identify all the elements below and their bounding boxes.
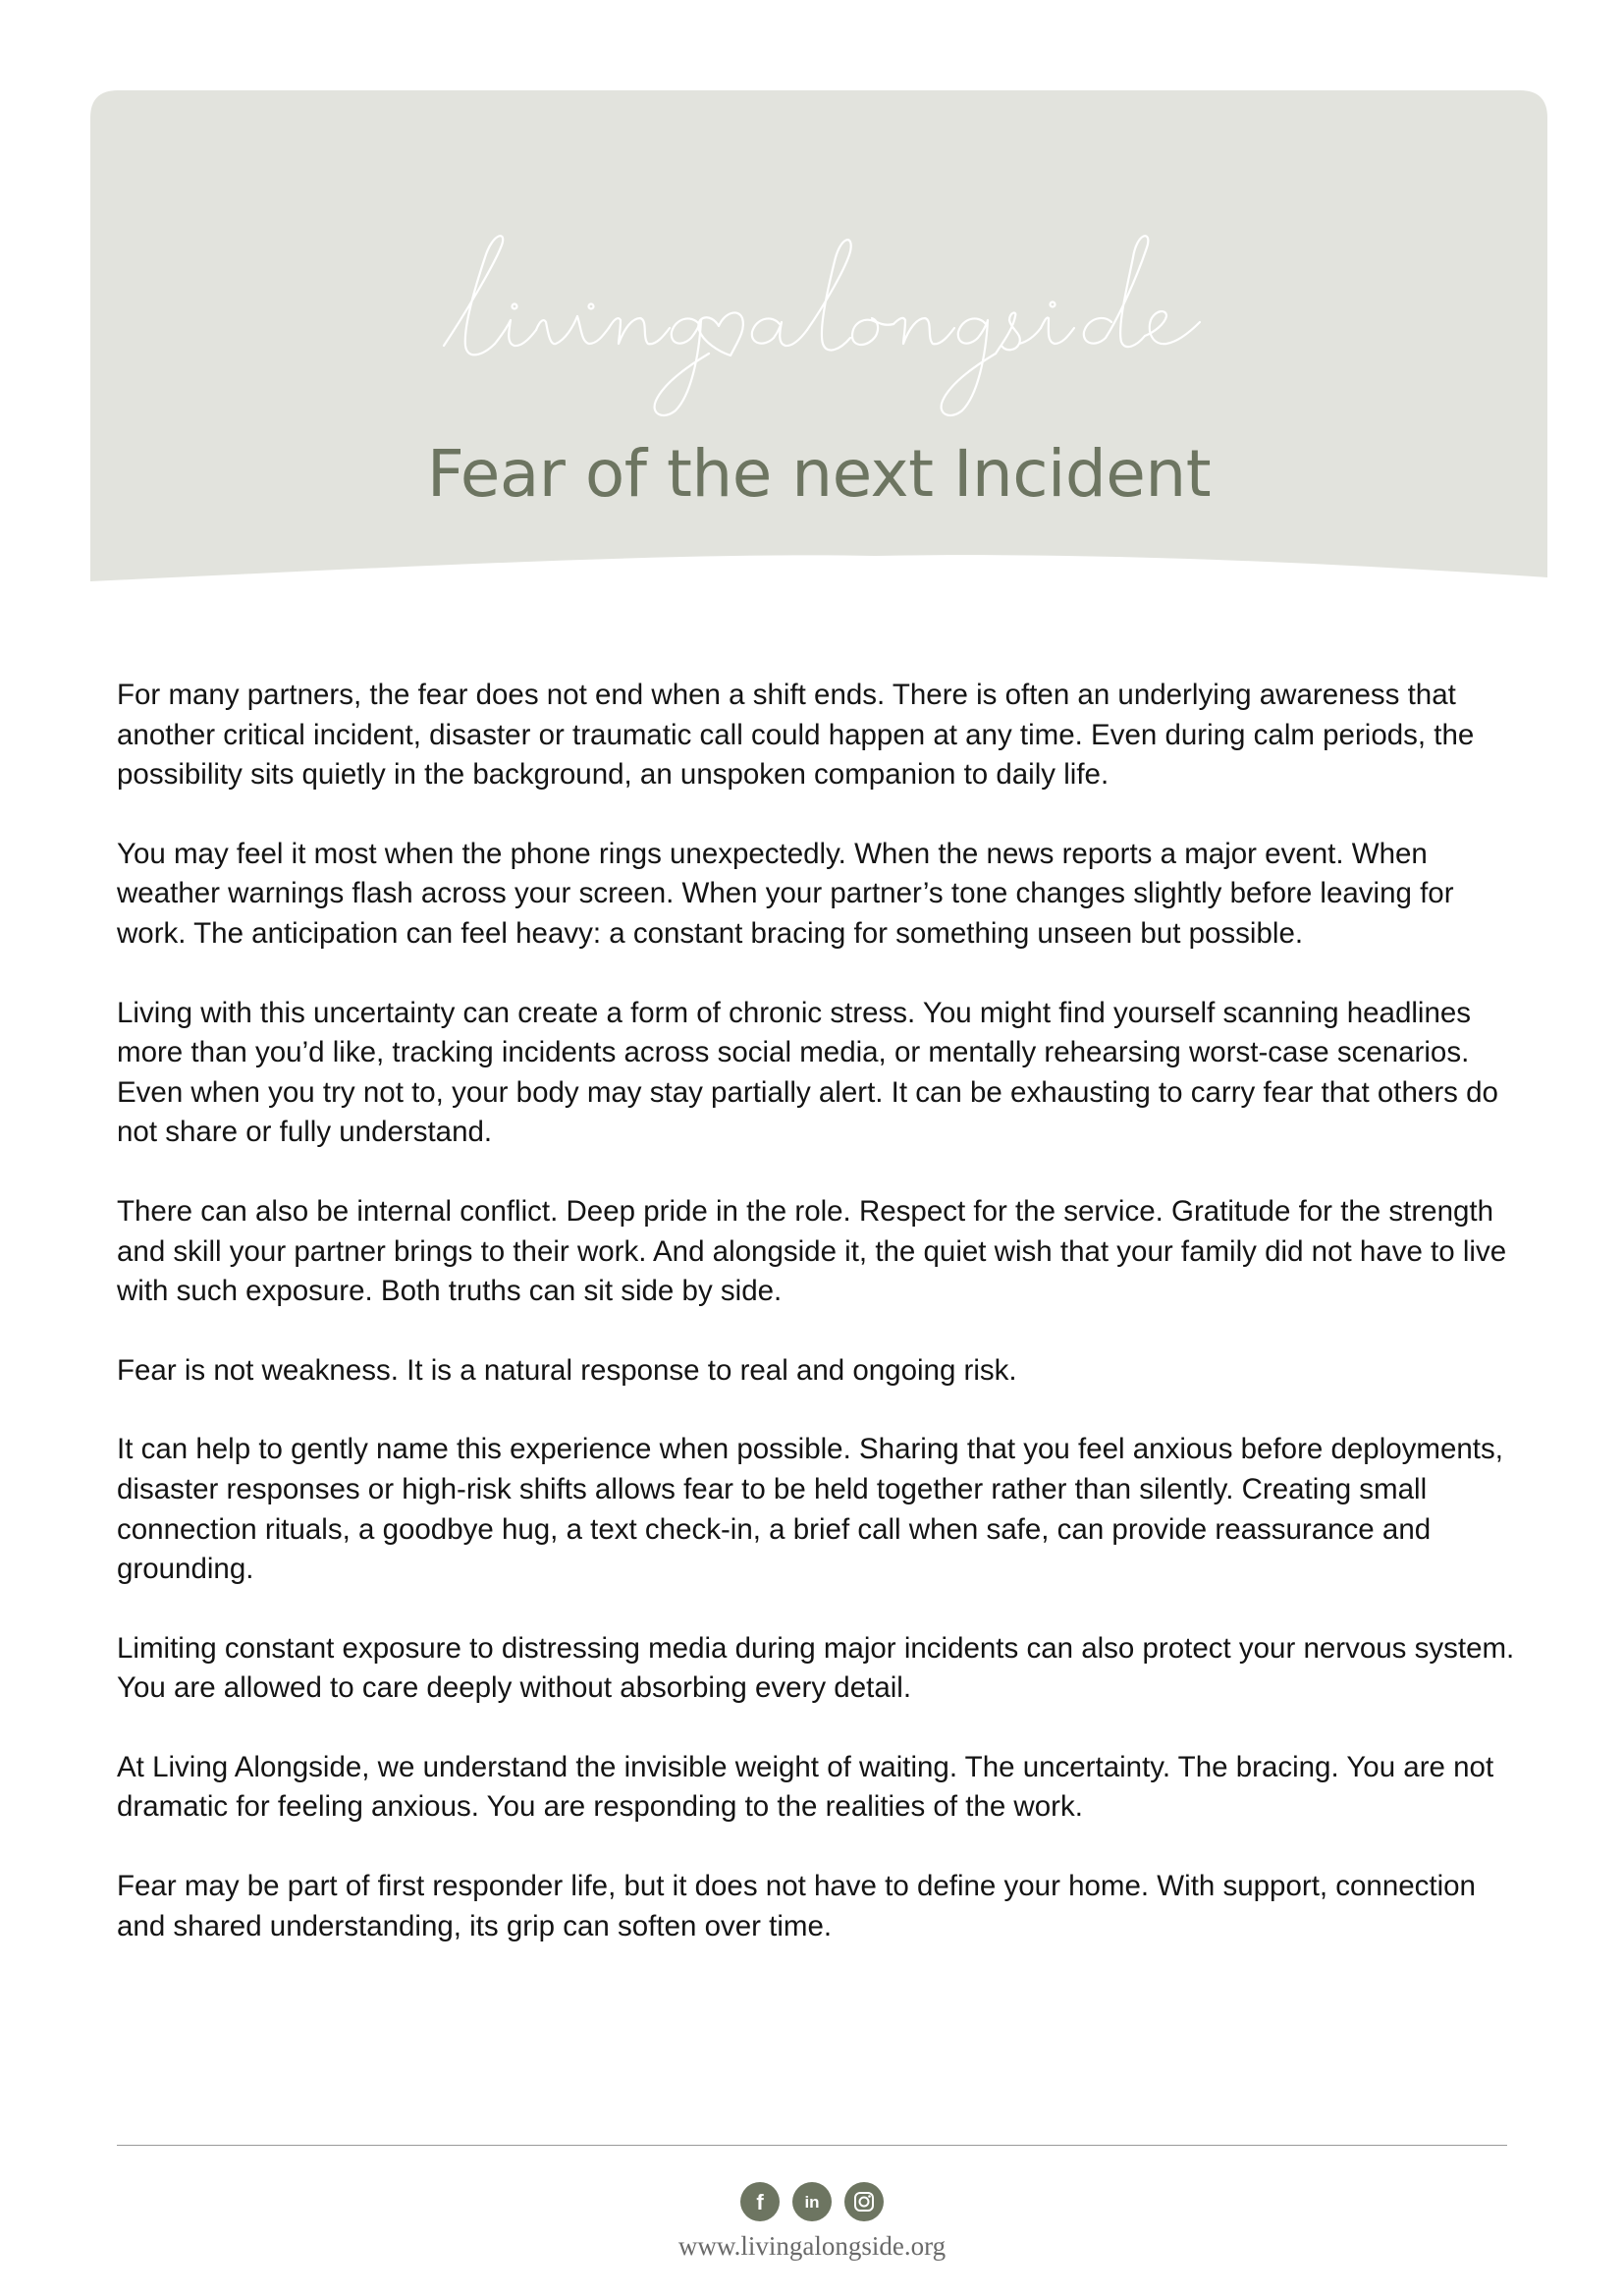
paragraph: At Living Alongside, we understand the invisible weight of waiting. The uncertainty. The bracing. You are not dramatic for feeling anxious. You are responding to the realities of the work. <box>117 1750 1494 1824</box>
instagram-icon[interactable] <box>844 2182 884 2221</box>
page-title: Fear of the next Incident <box>426 436 1212 512</box>
svg-text:f: f <box>756 2190 764 2214</box>
paragraph: Fear may be part of first responder life, but it does not have to define your home. With support, connection and shared understanding, its grip can soften over time. <box>117 1870 1476 1942</box>
website-link[interactable]: www.livingalongside.org <box>677 2231 947 2261</box>
paragraph: There can also be internal conflict. Deep pride in the role. Respect for the service. Gratitude for the strength and skill your partner brings to their work. And alongside it, the quiet wish that your family did not have to live with such exposure. Both truths can sit side by side. <box>117 1194 1507 1308</box>
brand-logo <box>424 218 1229 424</box>
paragraph: Limiting constant exposure to distressing media during major incidents can also protect your nervous system. You are allowed to care deeply without absorbing every detail. <box>117 1631 1515 1705</box>
paragraph: Fear is not weakness. It is a natural response to real and ongoing risk. <box>117 1353 1017 1387</box>
header-banner <box>90 90 1547 581</box>
facebook-icon[interactable] <box>740 2182 780 2221</box>
paragraph: You may feel it most when the phone rings unexpectedly. When the news reports a major event. When weather warnings flash across your screen. When your partner’s tone changes slightly before leaving for work. The anticipation can feel heavy: a constant bracing for something unseen but possible. <box>117 837 1454 950</box>
paragraph: It can help to gently name this experience when possible. Sharing that you feel anxious before deployments, disaster responses or high-risk shifts allows fear to be held together rather than silently. Creating small connection rituals, a goodbye hug, a text check-in, a brief call when safe, can provide reassurance and grounding. <box>117 1433 1503 1586</box>
svg-text:in: in <box>804 2193 820 2212</box>
paragraph: Living with this uncertainty can create a form of chronic stress. You might find yourself scanning headlines more than you’d like, tracking incidents across social media, or mentally rehearsing worst-case scenarios. Even when you try not to, your body may stay partially alert. It can be exhausting to carry fear that others do not share or fully understand. <box>117 996 1498 1149</box>
social-links <box>0 2182 1624 2221</box>
paragraph: For many partners, the fear does not end when a shift ends. There is often an underlying awareness that another critical incident, disaster or traumatic call could happen at any time. Even during calm periods, the possibility sits quietly in the background, an unspoken companion to daily life. <box>117 679 1475 792</box>
footer-divider <box>117 2145 1507 2146</box>
linkedin-icon[interactable] <box>792 2182 832 2221</box>
article-body <box>117 676 1531 1986</box>
